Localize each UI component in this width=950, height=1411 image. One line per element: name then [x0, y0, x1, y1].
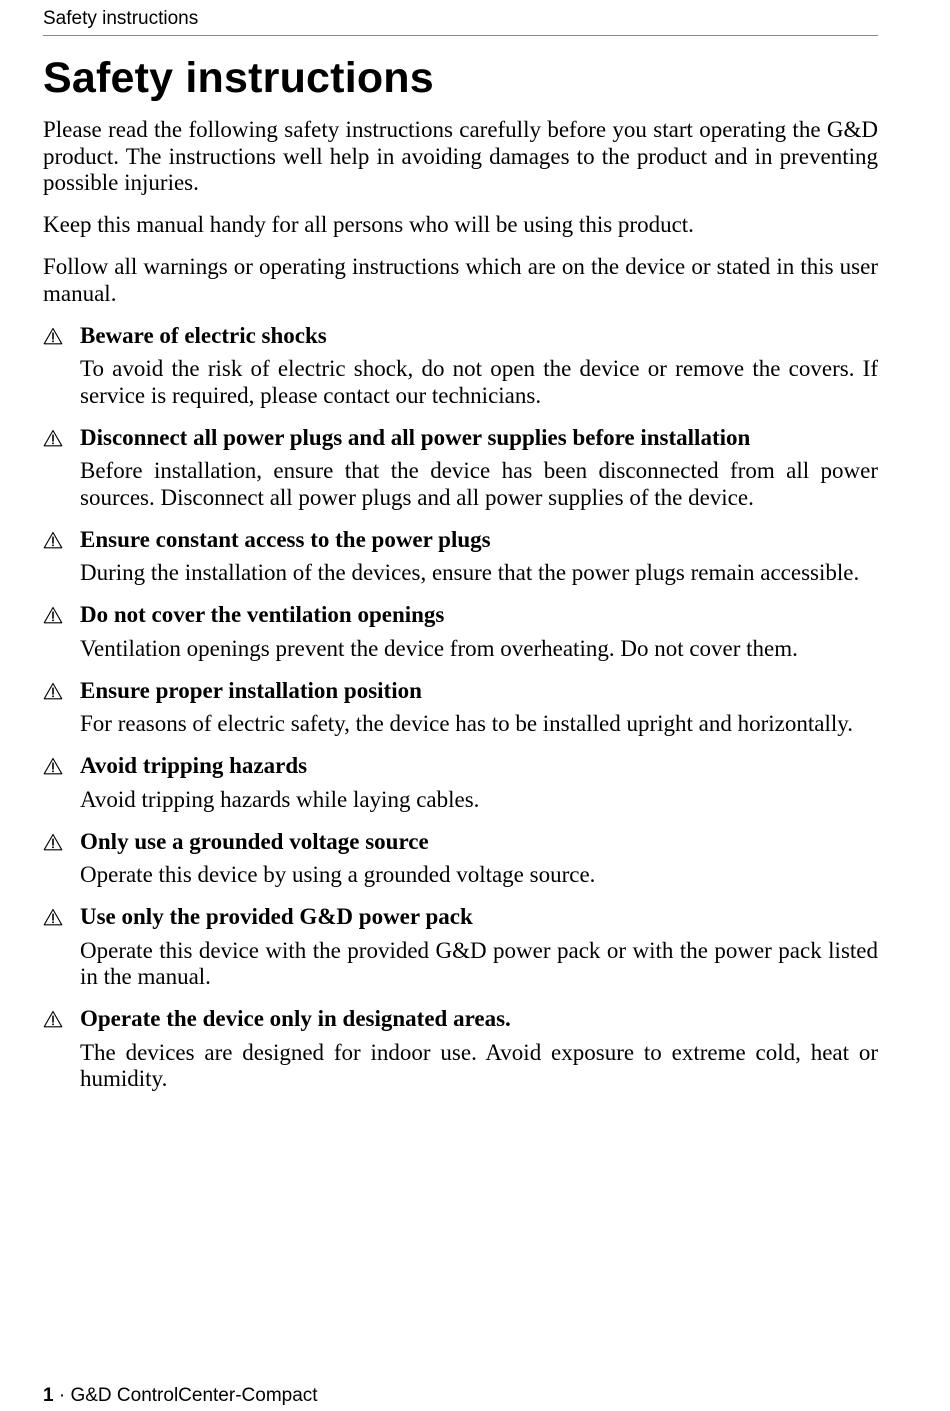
- warning-triangle-icon: [43, 429, 63, 447]
- warning-text: For reasons of electric safety, the device has to be installed upright and horizontally.: [80, 711, 854, 736]
- warning-item: [43, 323, 878, 410]
- warning-title: Ensure constant access to the power plugs: [80, 526, 491, 552]
- warning-item: [43, 1006, 878, 1093]
- warning-item: [43, 753, 878, 813]
- warning-triangle-icon: [43, 908, 63, 926]
- warning-item: [43, 829, 878, 889]
- warning-text: The devices are designed for indoor use. Avoid exposure to extreme cold, heat or humidity.: [80, 1039, 878, 1091]
- warning-item: [43, 678, 878, 738]
- warning-text: Before installation, ensure that the device has been disconnected from all power sources. Disconnect all power plugs and all power supplies of the device.: [80, 458, 878, 510]
- warning-title: Disconnect all power plugs and all power supplies before installation: [80, 424, 751, 450]
- running-header: Safety instructions: [43, 8, 199, 29]
- warning-title: Avoid tripping hazards: [80, 753, 308, 778]
- header-rule: [43, 35, 878, 36]
- footer-separator: ·: [53, 1385, 71, 1406]
- warning-item: [43, 904, 878, 991]
- page-footer: [43, 1384, 318, 1408]
- warning-title: Operate the device only in designated areas.: [80, 1006, 511, 1031]
- warning-triangle-icon: [43, 682, 63, 700]
- intro-paragraph: Keep this manual handy for all persons who will be using this product.: [43, 212, 694, 237]
- warning-triangle-icon: [43, 327, 63, 345]
- warning-triangle-icon: [43, 606, 63, 624]
- footer-product-name: G&D ControlCenter-Compact: [70, 1385, 318, 1406]
- warning-title: Use only the provided G&D power pack: [80, 904, 473, 929]
- warning-text: Operate this device with the provided G&D power pack or with the power pack listed in the manual.: [80, 937, 878, 989]
- warning-triangle-icon: [43, 531, 63, 549]
- warning-item: [43, 527, 878, 587]
- warning-text: Operate this device by using a grounded voltage source.: [80, 862, 596, 887]
- warning-triangle-icon: [43, 1010, 63, 1028]
- intro-paragraph: Please read the following safety instructions carefully before you start operating the G&D product. The instructions well help in avoiding damages to the product and in preventing possible injuries.: [43, 117, 878, 195]
- warning-item: [43, 425, 878, 512]
- intro-paragraph: Follow all warnings or operating instructions which are on the device or stated in this user manual.: [43, 254, 878, 306]
- warning-list: [43, 323, 878, 1093]
- page-number: 1: [43, 1385, 54, 1406]
- document-body: [43, 117, 878, 1108]
- warning-title: Ensure proper installation position: [80, 677, 422, 703]
- page-title: Safety instructions: [43, 54, 434, 102]
- warning-title: Only use a grounded voltage source: [80, 828, 429, 854]
- warning-text: Avoid tripping hazards while laying cables.: [80, 786, 480, 812]
- warning-text: Ventilation openings prevent the device from overheating. Do not cover them.: [80, 635, 798, 661]
- warning-title: Do not cover the ventilation openings: [80, 602, 445, 627]
- warning-title: Beware of electric shocks: [80, 322, 327, 348]
- warning-text: During the installation of the devices, ensure that the power plugs remain accessible.: [80, 560, 860, 585]
- warning-triangle-icon: [43, 757, 63, 775]
- warning-triangle-icon: [43, 833, 63, 851]
- warning-item: [43, 602, 878, 662]
- warning-text: To avoid the risk of electric shock, do not open the device or remove the covers. If service is required, please contact our technicians.: [80, 356, 878, 408]
